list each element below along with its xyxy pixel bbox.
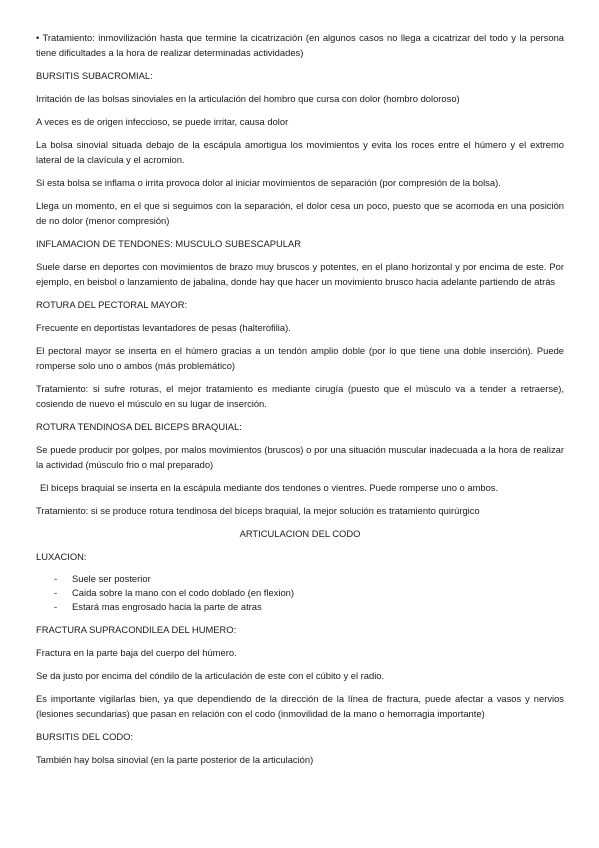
luxacion-list — [36, 572, 564, 614]
paragraph-biceps-causas: Se puede producir por golpes, por malos movimientos (bruscos) o por una situación muscular inadecuada a la hora de realizar la actividad (músculo frio o mal preparado) — [36, 444, 564, 470]
heading-bursitis-subacromial: BURSITIS SUBACROMIAL: — [36, 70, 153, 81]
paragraph-pectoral-insercion: El pectoral mayor se inserta en el húmero gracias a un tendón amplio doble (por lo que tiene una doble inserción). Puede romperse solo uno o ambos (más problemático) — [36, 345, 564, 371]
list-item-text: Caida sobre la mano con el codo doblado (en flexion) — [72, 587, 295, 598]
paragraph-biceps-tratamiento: Tratamiento: si se produce rotura tendinosa del bíceps braquial, la mejor solución es tratamiento quirúrgico — [36, 505, 480, 516]
heading-rotura-biceps: ROTURA TENDINOSA DEL BICEPS BRAQUIAL: — [36, 421, 242, 432]
paragraph-bolsa-inflama: Si esta bolsa se inflama o irrita provoca dolor al iniciar movimientos de separación (por compresión de la bolsa). — [36, 177, 501, 188]
paragraph-tratamiento-cicatrizacion: • Tratamiento: inmovilización hasta que termine la cicatrización (en algunos casos no llega a cicatrizar del todo y la persona tiene dificultades a la hora de realizar determinadas actividades) — [36, 32, 564, 58]
heading-luxacion: LUXACION: — [36, 551, 87, 562]
list-item — [36, 586, 564, 600]
paragraph-irritacion-bolsas: Irritación de las bolsas sinoviales en la articulación del hombro que cursa con dolor (hombro doloroso) — [36, 93, 460, 104]
list-item — [36, 600, 564, 614]
section-title-articulacion-codo: ARTICULACION DEL CODO — [239, 528, 361, 539]
paragraph-tratamiento-cirugia: Tratamiento: si sufre roturas, el mejor tratamiento es mediante cirugía (puesto que el músculo va a tender a retraerse), cosiendo de nuevo el músculo en su lugar de inserción. — [36, 383, 564, 409]
list-item-text: Suele ser posterior — [72, 573, 151, 584]
paragraph-deportes-brazo: Suele darse en deportes con movimientos de brazo muy bruscos y potentes, en el plano horizontal y por encima de este. Por ejemplo, en beisbol o lanzamiento de jabalina, donde hay que hacer un movimiento brusco hacia adelante partiendo de atrás — [36, 261, 564, 287]
list-item-text: Estará mas engrosado hacia la parte de atras — [72, 601, 262, 612]
paragraph-bolsa-sinovial-codo: También hay bolsa sinovial (en la parte posterior de la articulación) — [36, 754, 314, 765]
list-item — [36, 572, 564, 586]
heading-bursitis-codo: BURSITIS DEL CODO: — [36, 731, 134, 742]
paragraph-biceps-insercion: El bíceps braquial se inserta en la escápula mediante dos tendones o vientres. Puede romperse uno o ambos. — [40, 482, 499, 493]
paragraph-posicion-no-dolor: Llega un momento, en el que si seguimos con la separación, el dolor cesa un poco, puesto que se acomoda en una posición de no dolor (menor compresión) — [36, 200, 564, 226]
paragraph-fractura-parte-baja: Fractura en la parte baja del cuerpo del húmero. — [36, 647, 237, 658]
paragraph-bolsa-sinovial-escapula: La bolsa sinovial situada debajo de la escápula amortigua los movimientos y evita los roces entre el húmero y el extremo lateral de la clavícula y el acromion. — [36, 139, 564, 165]
dash-bullet: - — [54, 601, 58, 612]
paragraph-condilo: Se da justo por encima del cóndilo de la articulación de este con el cúbito y el radio. — [36, 670, 385, 681]
paragraph-origen-infeccioso: A veces es de origen infeccioso, se puede irritar, causa dolor — [36, 116, 289, 127]
paragraph-vigilarlas: Es importante vigilarlas bien, ya que dependiendo de la dirección de la línea de fractura, puede afectar a vasos y nervios (lesiones secundarias) que pasan en relación con el codo (inmovilidad de la mano o hemorragia importante) — [36, 693, 564, 719]
paragraph-halterofilia: Frecuente en deportistas levantadores de pesas (halterofilia). — [36, 322, 291, 333]
heading-inflamacion-tendones: INFLAMACION DE TENDONES: MUSCULO SUBESCAPULAR — [36, 238, 301, 249]
document-page — [36, 30, 564, 775]
dash-bullet: - — [54, 573, 58, 584]
dash-bullet: - — [54, 587, 58, 598]
heading-rotura-pectoral: ROTURA DEL PECTORAL MAYOR: — [36, 299, 188, 310]
heading-fractura-supracondilea: FRACTURA SUPRACONDILEA DEL HUMERO: — [36, 624, 237, 635]
